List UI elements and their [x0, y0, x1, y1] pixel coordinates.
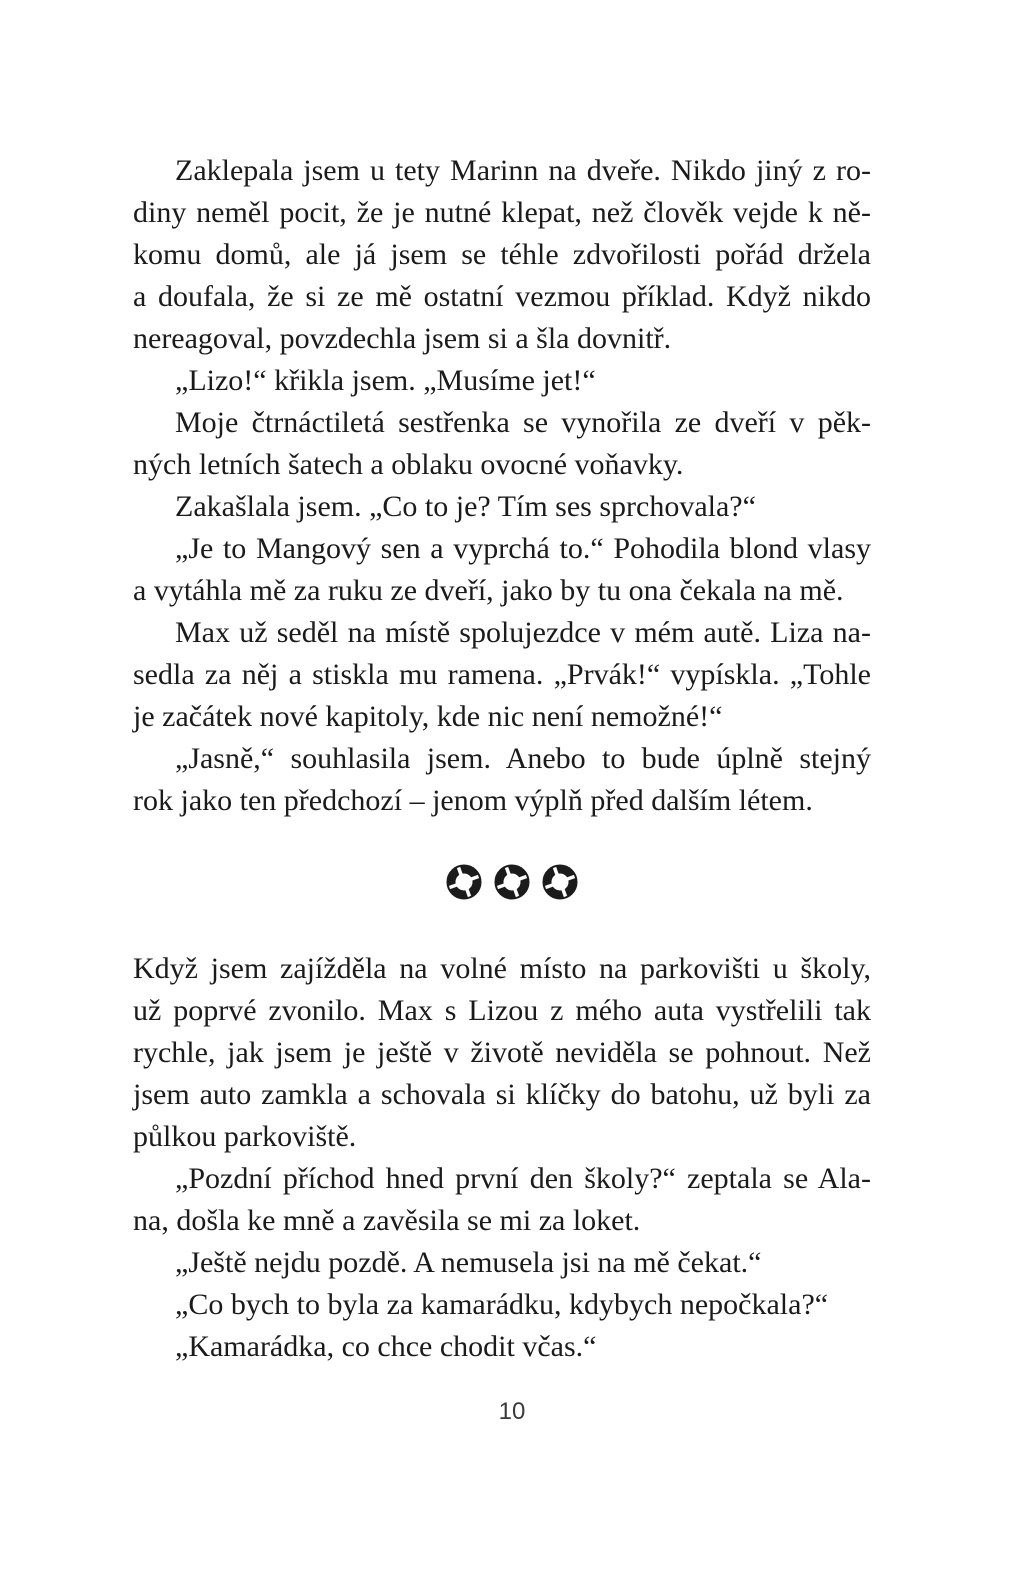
- text-line: diny neměl pocit, že je nutné klepat, než člověk vejde k ně-: [133, 196, 871, 229]
- text-line: je začátek nové kapitoly, kde nic není nemožné!“: [133, 700, 723, 733]
- text-line: rychle, jak jsem je ještě v životě neviděla se pohnout. Než: [133, 1036, 871, 1069]
- text-line: „Ještě nejdu pozdě. A nemusela jsi na mě čekat.“: [175, 1246, 762, 1279]
- text-line: a doufala, že si ze mě ostatní vezmou příklad. Když nikdo: [133, 280, 871, 313]
- page-number: 10: [498, 1398, 526, 1425]
- text-line: Zakašlala jsem. „Co to je? Tím ses sprchovala?“: [175, 490, 756, 523]
- life-ring-icon: [492, 862, 532, 902]
- text-line: „Jasně,“ souhlasila jsem. Anebo to bude úplně stejný: [175, 742, 871, 775]
- text-line: půlkou parkoviště.: [133, 1120, 357, 1153]
- text-line: jsem auto zamkla a schovala si klíčky do batohu, už byli za: [133, 1078, 871, 1111]
- text-line: na, došla ke mně a zavěsila se mi za loket.: [133, 1204, 641, 1237]
- text-line: Zaklepala jsem u tety Marinn na dveře. Nikdo jiný z ro-: [175, 154, 871, 187]
- text-line: nereagoval, povzdechla jsem si a šla dovnitř.: [133, 322, 672, 355]
- body-text-section-2: [133, 948, 871, 1368]
- text-line: „Pozdní příchod hned první den školy?“ zeptala se Ala-: [175, 1162, 871, 1195]
- life-ring-icon: [444, 862, 484, 902]
- text-line: komu domů, ale já jsem se téhle zdvořilosti pořád držela: [133, 238, 871, 271]
- text-line: Když jsem zajížděla na volné místo na parkovišti u školy,: [133, 952, 871, 985]
- text-line: rok jako ten předchozí – jenom výplň před dalším létem.: [133, 784, 813, 817]
- text-line: ných letních šatech a oblaku ovocné voňavky.: [133, 448, 684, 481]
- text-line: „Co bych to byla za kamarádku, kdybych nepočkala?“: [175, 1288, 829, 1321]
- life-ring-icon: [540, 862, 580, 902]
- text-line: Max už seděl na místě spolujezdce v mém autě. Liza na-: [175, 616, 871, 649]
- text-line: „Lizo!“ křikla jsem. „Musíme jet!“: [175, 364, 596, 397]
- section-separator: [0, 862, 1024, 902]
- text-line: „Kamarádka, co chce chodit včas.“: [175, 1330, 597, 1363]
- body-text-section-1: [133, 150, 871, 822]
- text-line: už poprvé zvonilo. Max s Lizou z mého auta vystřelili tak: [133, 994, 871, 1027]
- text-line: Moje čtrnáctiletá sestřenka se vynořila ze dveří v pěk-: [175, 406, 871, 439]
- text-line: sedla za něj a stiskla mu ramena. „Prvák!“ vypískla. „Tohle: [133, 658, 871, 691]
- text-line: „Je to Mangový sen a vyprchá to.“ Pohodila blond vlasy: [175, 532, 871, 565]
- text-line: a vytáhla mě za ruku ze dveří, jako by tu ona čekala na mě.: [133, 574, 844, 607]
